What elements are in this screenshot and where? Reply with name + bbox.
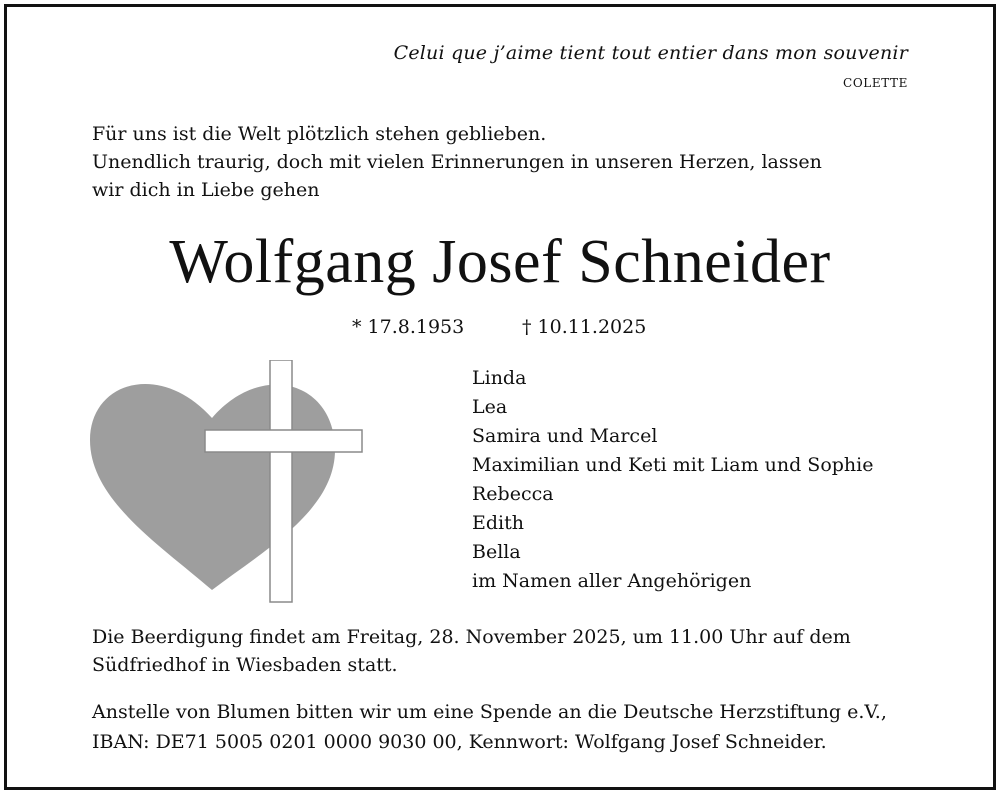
list-item: Linda [472, 367, 527, 389]
death-date: † 10.11.2025 [522, 316, 647, 338]
donation-request [92, 697, 887, 757]
list-item: Maximilian und Keti mit Liam und Sophie [472, 454, 874, 476]
list-item: Bella [472, 541, 521, 563]
funeral-details [92, 623, 851, 679]
mourners-list [472, 364, 873, 596]
funeral-line: Die Beerdigung findet am Freitag, 28. November 2025, um 11.00 Uhr auf dem [92, 626, 851, 648]
heart-with-cross-icon [90, 360, 365, 605]
intro-line: Unendlich traurig, doch mit vielen Erinnerungen in unseren Herzen, lassen [92, 151, 822, 173]
heart-icon [90, 384, 335, 590]
list-item: im Namen aller Angehörigen [472, 570, 752, 592]
funeral-line: Südfriedhof in Wiesbaden statt. [92, 654, 398, 676]
birth-date: * 17.8.1953 [352, 316, 465, 338]
intro-line: Für uns ist die Welt plötzlich stehen geblieben. [92, 123, 547, 145]
quote-text: Celui que j’aime tient tout entier dans mon souvenir [393, 42, 908, 64]
intro-line: wir dich in Liebe gehen [92, 179, 320, 201]
list-item: Rebecca [472, 483, 554, 505]
donation-line: Anstelle von Blumen bitten wir um eine Spende an die Deutsche Herzstiftung e.V., [92, 701, 887, 723]
list-item: Samira und Marcel [472, 425, 658, 447]
list-item: Edith [472, 512, 524, 534]
donation-line: IBAN: DE71 5005 0201 0000 9030 00, Kennwort: Wolfgang Josef Schneider. [92, 731, 827, 753]
quote-author: COLETTE [843, 76, 908, 90]
list-item: Lea [472, 396, 508, 418]
intro-text [92, 120, 822, 204]
deceased-name: Wolfgang Josef Schneider [169, 228, 831, 296]
